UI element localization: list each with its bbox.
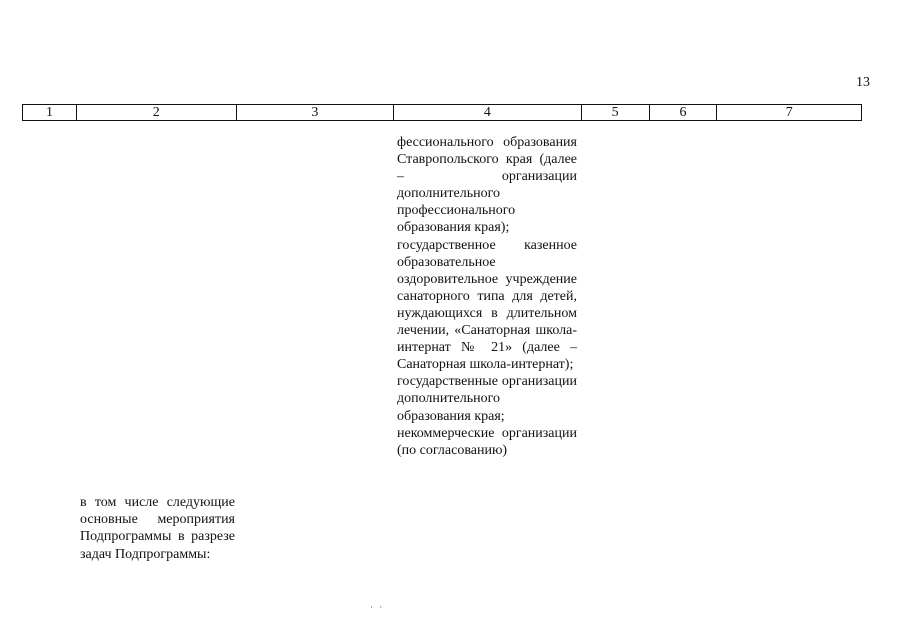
column4-paragraph: государственное казенное образовательное оздоровительное учреждение санаторного типа для детей, нуждающихся в длительном лечении, «Санаторная школа-интернат № 21» (далее – Санаторная школа-интернат); xyxy=(397,237,577,373)
column4-cell-text xyxy=(397,134,577,459)
header-cell-5: 5 xyxy=(582,105,650,120)
scan-marks: · · xyxy=(370,602,385,612)
column4-paragraph: фессионального образования Ставропольского края (далее – организации дополнительного профессионального образования края); xyxy=(397,135,577,236)
header-cell-2: 2 xyxy=(77,105,237,120)
column4-paragraph: государственные организации дополнительного образования края; xyxy=(397,374,577,424)
header-cell-7: 7 xyxy=(785,105,793,120)
header-cell-1: 1 xyxy=(23,105,77,120)
page-number: 13 xyxy=(856,75,870,90)
column2-paragraph: в том числе следующие основные мероприятия Подпрограммы в разрезе задач Подпрограммы: xyxy=(80,495,235,562)
table-header-row xyxy=(22,104,862,121)
header-cell-6: 6 xyxy=(650,105,718,120)
column2-cell-text xyxy=(80,494,235,563)
column4-paragraph: некоммерческие организации (по согласованию) xyxy=(397,425,577,458)
header-cell-3: 3 xyxy=(237,105,395,120)
header-cell-4: 4 xyxy=(394,105,582,120)
